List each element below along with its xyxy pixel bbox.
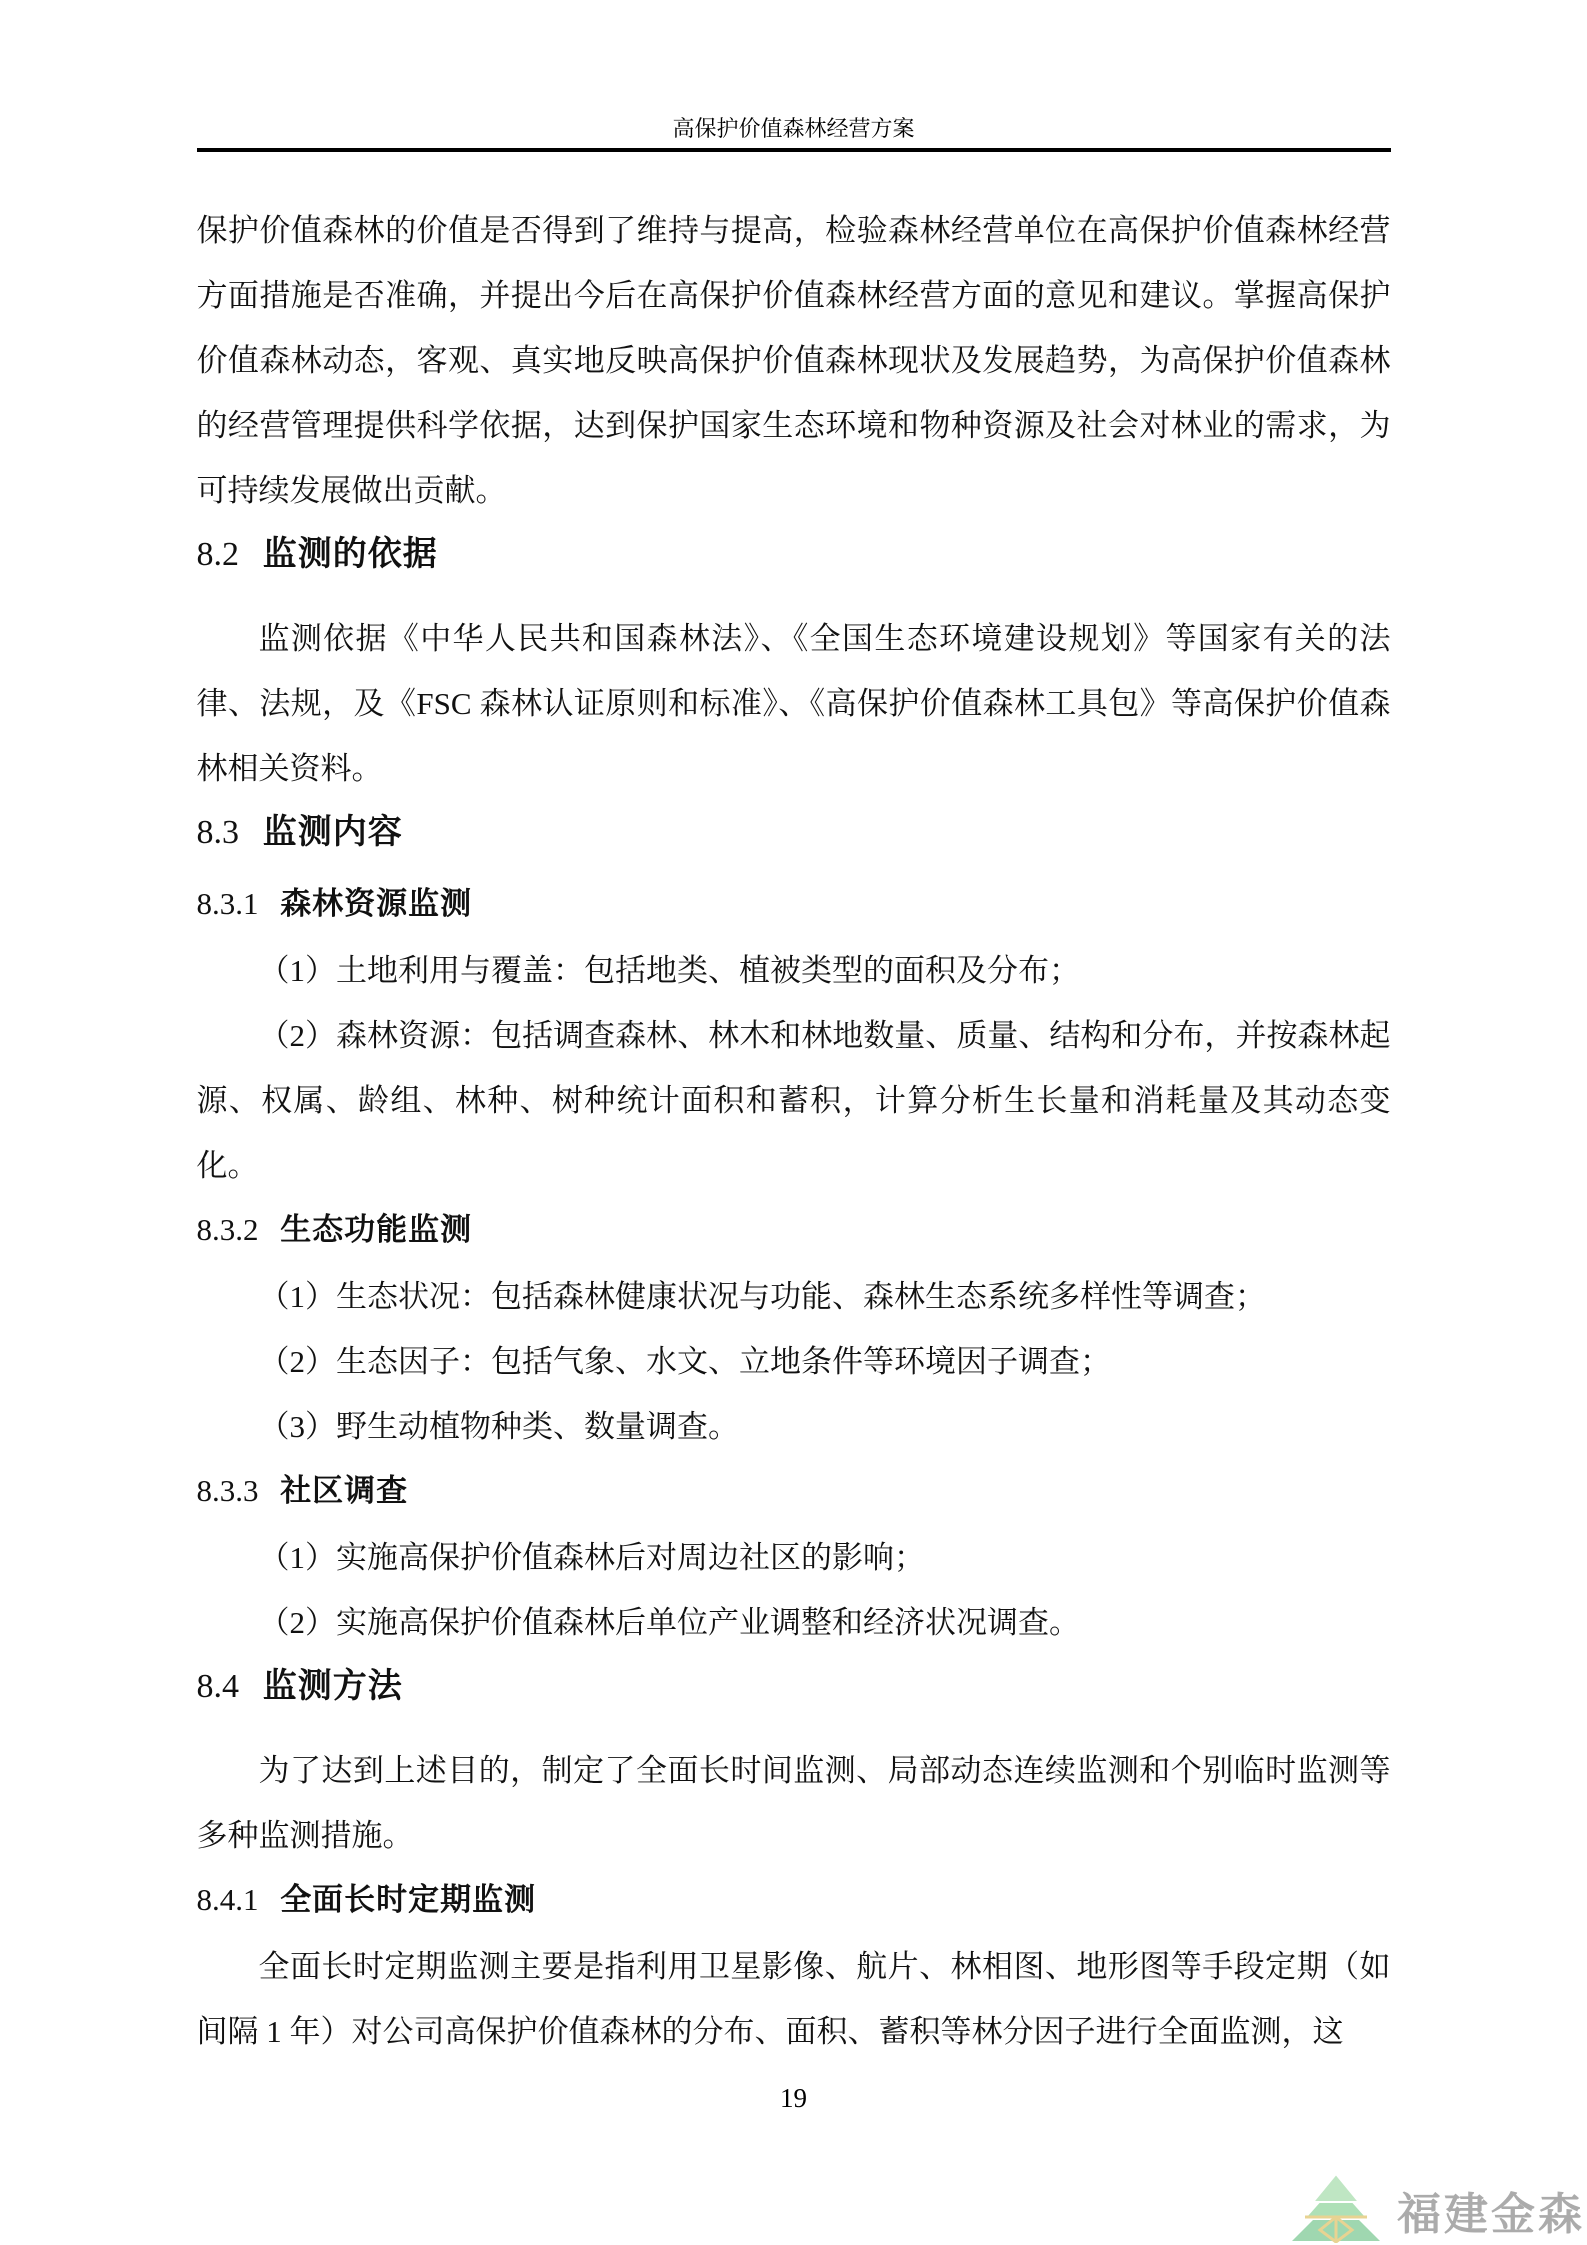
paragraph-8-4: 为了达到上述目的，制定了全面长时间监测、局部动态连续监测和个别临时监测等多种监测措施。 (196, 1753, 1391, 1853)
subsection-number: 8.3.1 (196, 886, 259, 921)
section-title: 监测方法 (262, 1667, 403, 1705)
section-heading-8-4 (197, 1665, 1391, 1708)
list-item: （3）野生动植物种类、数量调查。 (258, 1409, 739, 1444)
company-logo (1283, 2173, 1585, 2243)
pine-tree-logo-icon (1283, 2173, 1389, 2243)
paragraph-intro-continuation: 保护价值森林的价值是否得到了维持与提高，检验森林经营单位在高保护价值森林经营方面措施是否准确，并提出今后在高保护价值森林经营方面的意见和建议。掌握高保护价值森林动态，客观、真实地反映高保护价值森林现状及发展趋势，为高保护价值森林的经营管理提供科学依据，达到保护国家生态环境和物种资源及社会对林业的需求，为可持续发展做出贡献。 (196, 213, 1391, 508)
subsection-heading-8-4-1 (197, 1880, 1391, 1920)
subsection-heading-8-3-3 (197, 1471, 1391, 1511)
list-item: （1）实施高保护价值森林后对周边社区的影响； (258, 1540, 925, 1575)
section-number: 8.4 (196, 1668, 239, 1705)
paragraph-8-4-1: 全面长时定期监测主要是指利用卫星影像、航片、林相图、地形图等手段定期（如间隔 1 年）对公司高保护价值森林的分布、面积、蓄积等林分因子进行全面监测，这 (196, 1949, 1391, 2049)
company-logo-text: 福建金森 (1397, 2190, 1585, 2239)
subsection-heading-8-3-1 (197, 884, 1391, 924)
document-body (197, 198, 1391, 2064)
section-number: 8.2 (196, 536, 239, 573)
list-item: （2）实施高保护价值森林后单位产业调整和经济状况调查。 (258, 1605, 1080, 1640)
subsection-title: 社区调查 (280, 1473, 409, 1508)
subsection-heading-8-3-2 (197, 1210, 1391, 1250)
subsection-number: 8.3.3 (196, 1473, 259, 1508)
list-item: （2）森林资源：包括调查森林、林木和林地数量、质量、结构和分布，并按森林起源、权属、龄组、林种、树种统计面积和蓄积，计算分析生长量和消耗量及其动态变化。 (196, 1018, 1391, 1183)
page-header (197, 112, 1391, 152)
section-heading-8-3 (197, 811, 1391, 854)
section-number: 8.3 (196, 814, 239, 851)
section-heading-8-2 (197, 533, 1391, 576)
tree-top-layer (1313, 2174, 1359, 2202)
subsection-number: 8.4.1 (196, 1882, 259, 1917)
subsection-title: 全面长时定期监测 (280, 1882, 537, 1917)
subsection-title: 生态功能监测 (280, 1212, 473, 1247)
section-title: 监测的依据 (262, 535, 438, 573)
page-header-title: 高保护价值森林经营方案 (672, 116, 915, 141)
subsection-number: 8.3.2 (196, 1212, 259, 1247)
paragraph-8-2: 监测依据《中华人民共和国森林法》、《全国生态环境建设规划》等国家有关的法律、法规，及《FSC 森林认证原则和标准》、《高保护价值森林工具包》等高保护价值森林相关资料。 (196, 621, 1391, 786)
page-number: 19 (780, 2083, 807, 2113)
subsection-title: 森林资源监测 (280, 886, 473, 921)
list-item: （2）生态因子：包括气象、水文、立地条件等环境因子调查； (258, 1344, 1111, 1379)
section-title: 监测内容 (262, 813, 403, 851)
list-item: （1）生态状况：包括森林健康状况与功能、森林生态系统多样性等调查； (258, 1279, 1266, 1314)
list-item: （1）土地利用与覆盖：包括地类、植被类型的面积及分布； (258, 953, 1080, 988)
